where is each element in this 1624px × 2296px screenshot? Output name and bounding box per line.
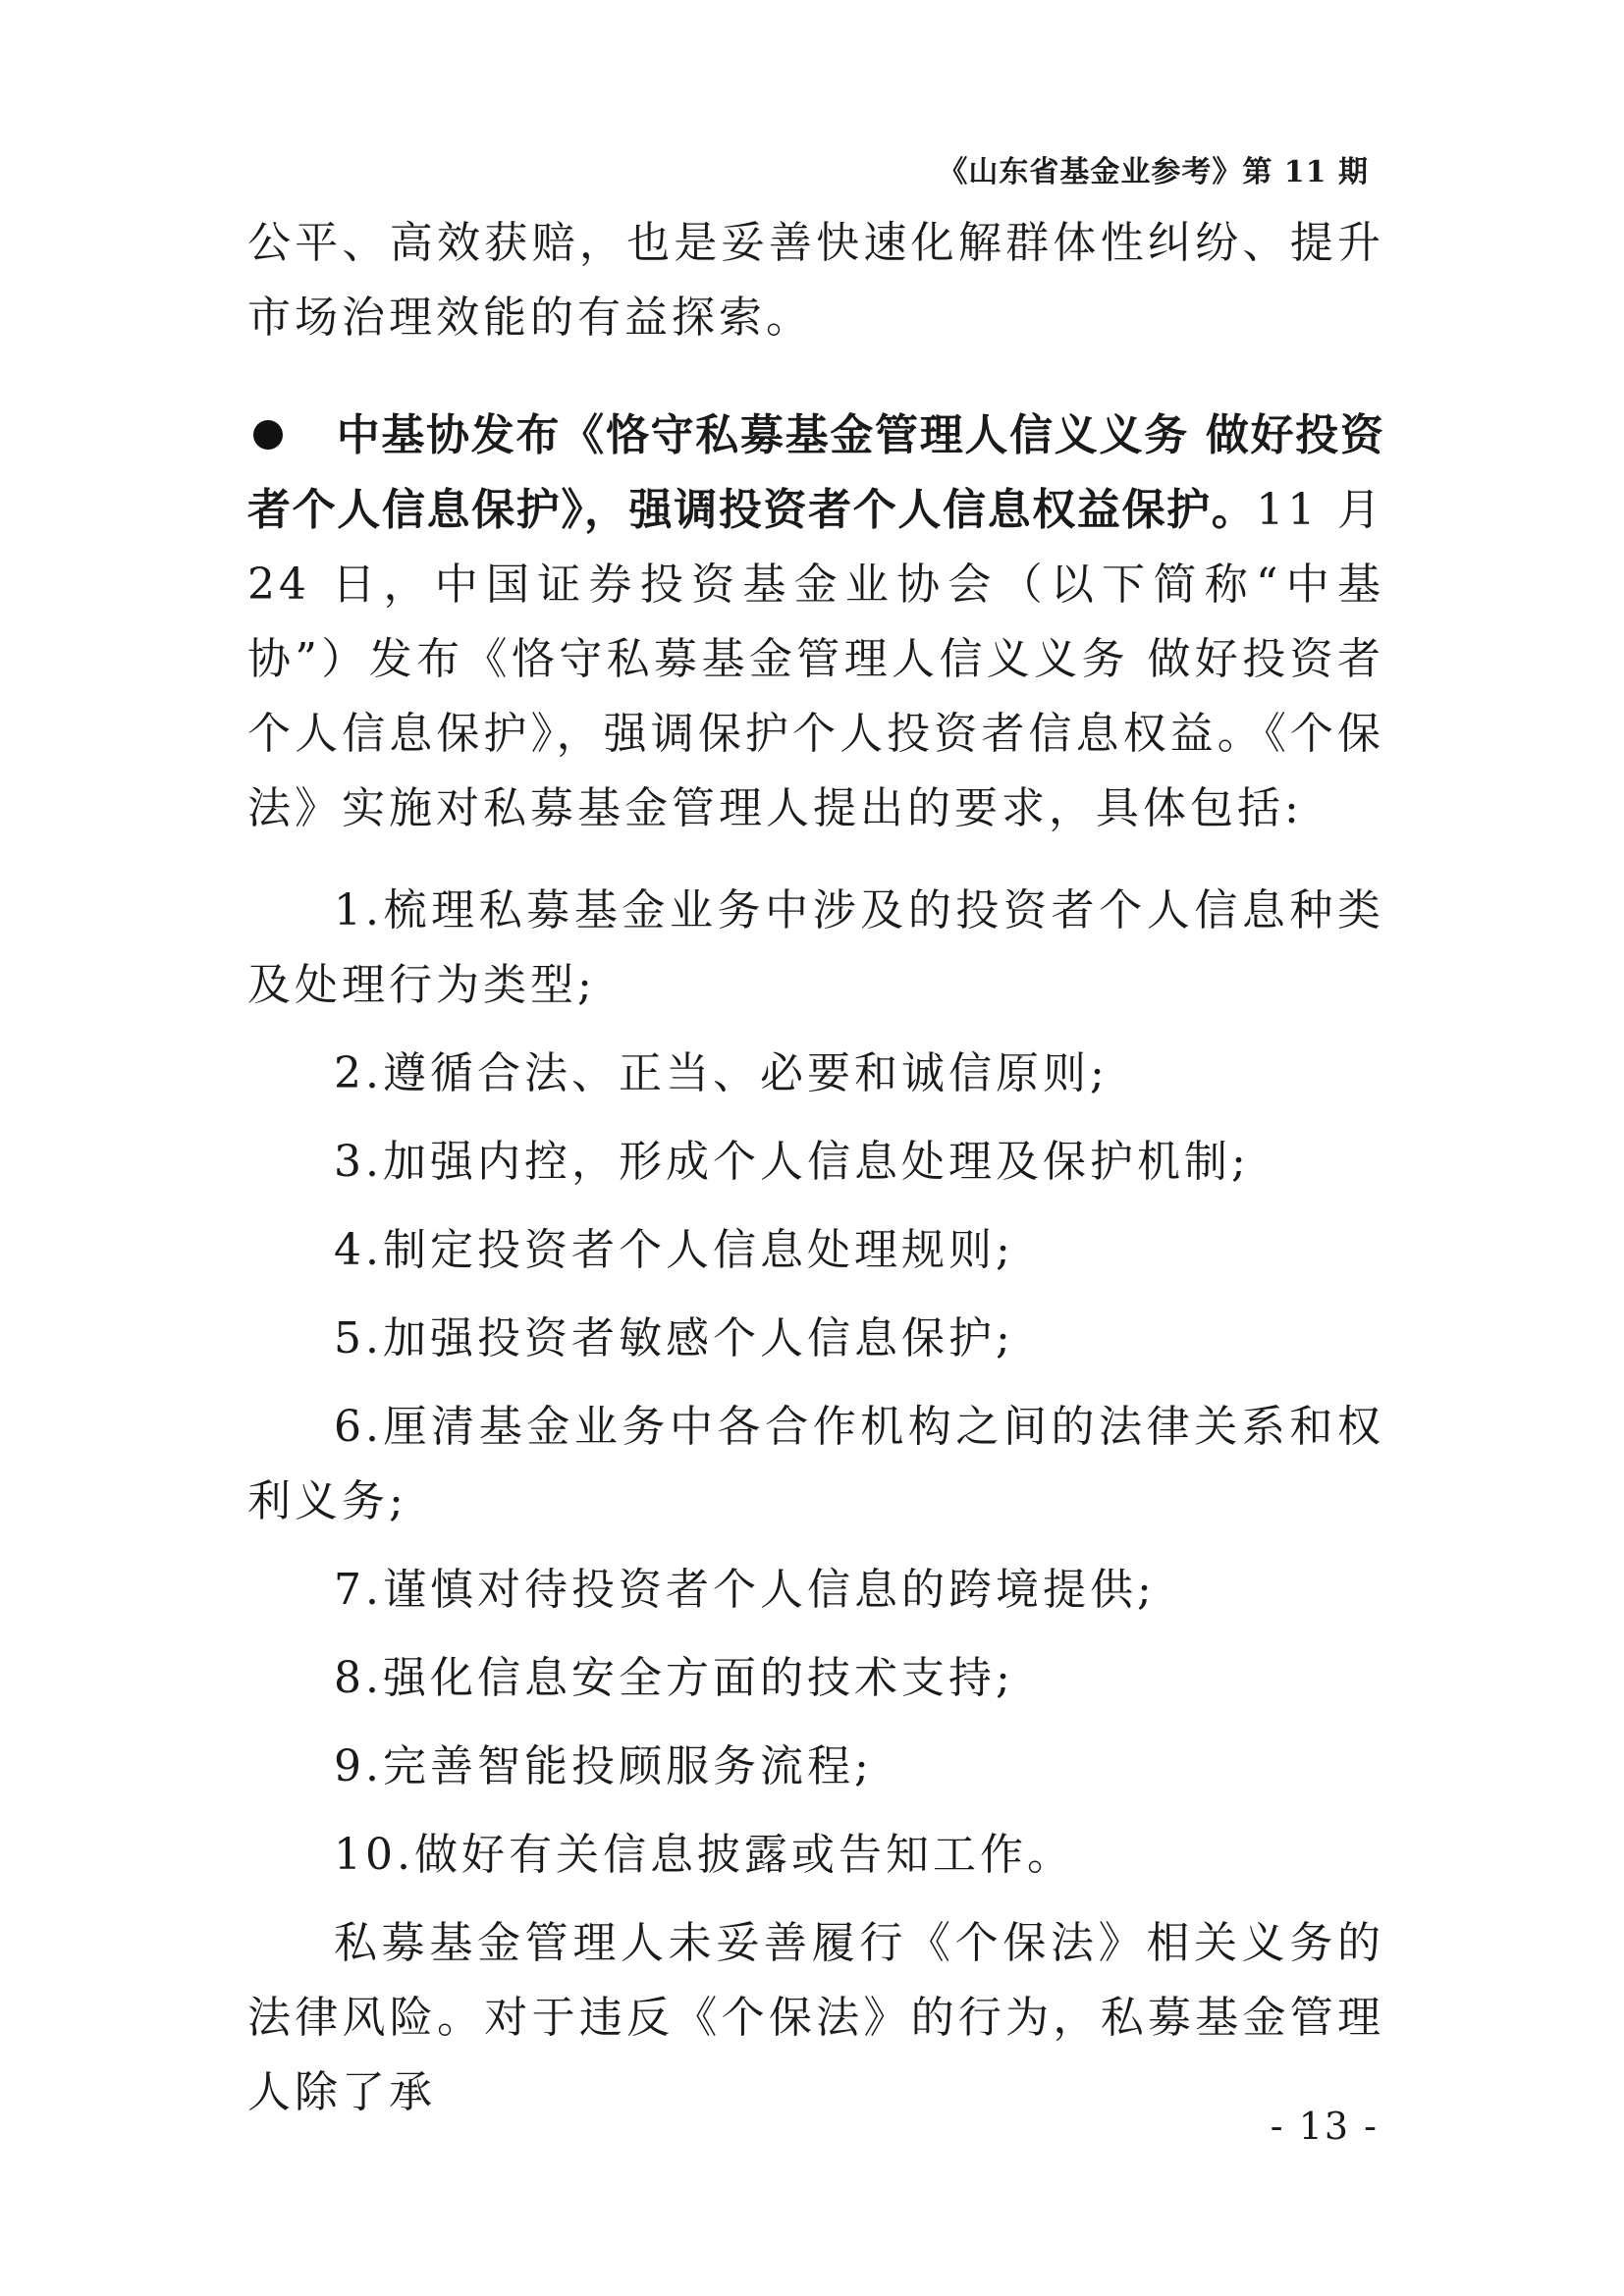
list-item: 7.谨慎对待投资者个人信息的跨境提供; bbox=[334, 1565, 1156, 1615]
list-item: 5.加强投资者敏感个人信息保护; bbox=[334, 1313, 1014, 1363]
news-body: 11 月 24 日，中国证券投资基金业协会（以下简称“中基协”）发布《恪守私募基金管理人信义义务 做好投资者个人信息保护》，强调保护个人投资者信息权益。《个保法》实施对私募基金管理人提出的要求，具体包括: bbox=[247, 485, 1384, 833]
news-paragraph bbox=[247, 399, 1384, 846]
page-number: - 13 - bbox=[1270, 2105, 1379, 2148]
list-item: 4.制定投资者个人信息处理规则; bbox=[334, 1225, 1014, 1275]
list-item: 10.做好有关信息披露或告知工作。 bbox=[334, 1830, 1074, 1880]
closing-paragraph: 私募基金管理人未妥善履行《个保法》相关义务的法律风险。对于违反《个保法》的行为，私募基金管理人除了承 bbox=[247, 1918, 1384, 2117]
news-headline: 中基协发布《恪守私募基金管理人信义义务 做好投资者个人信息保护》，强调投资者个人信息权益保护。 bbox=[247, 410, 1384, 535]
list-item: 6.厘清基金业务中各合作机构之间的法律关系和权利义务; bbox=[247, 1402, 1384, 1526]
intro-paragraph: 公平、高效获赔，也是妥善快速化解群体性纠纷、提升市场治理效能的有益探索。 bbox=[247, 218, 1384, 343]
list-item: 1.梳理私募基金业务中涉及的投资者个人信息种类及处理行为类型; bbox=[247, 885, 1384, 1010]
bullet-icon bbox=[253, 420, 283, 450]
list-item: 9.完善智能投顾服务流程; bbox=[334, 1741, 873, 1791]
running-header: 《山东省基金业参考》第 11 期 bbox=[938, 155, 1369, 189]
page-body bbox=[247, 206, 1384, 2130]
list-item: 8.强化信息安全方面的技术支持; bbox=[334, 1653, 1014, 1703]
list-item: 3.加强内控，形成个人信息处理及保护机制; bbox=[334, 1137, 1250, 1187]
list-item: 2.遵循合法、正当、必要和诚信原则; bbox=[334, 1048, 1109, 1098]
